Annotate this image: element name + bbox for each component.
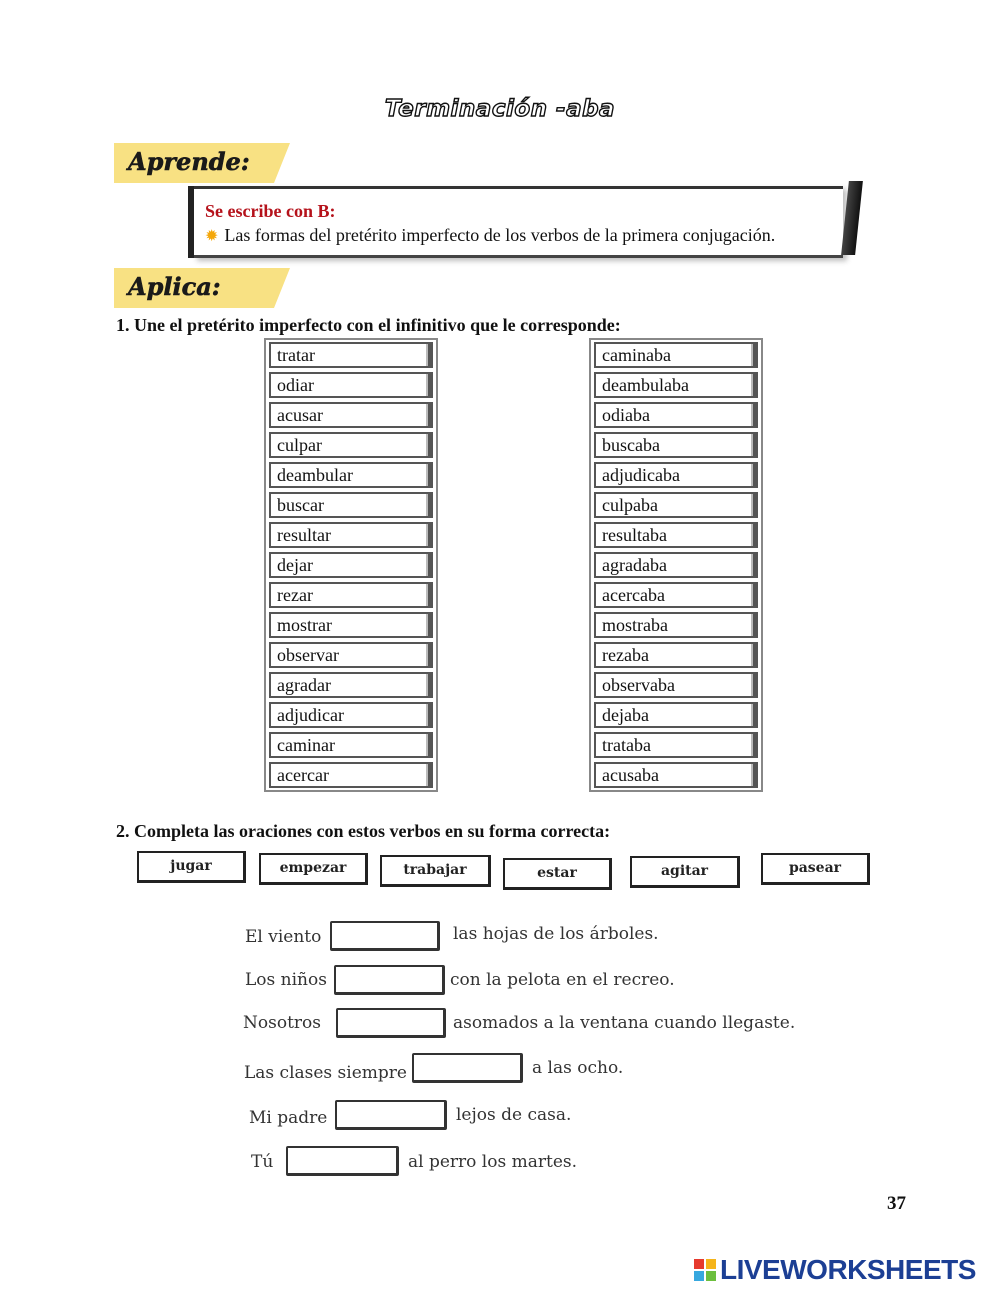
imperfect-box[interactable]: caminaba [594,342,758,368]
infinitive-box[interactable]: caminar [269,732,433,758]
sentence-start: Las clases siempre [244,1063,407,1083]
rule-text: Las formas del pretérito imperfecto de los verbos de la primera conjugación. [224,225,776,245]
logo-square-icon [694,1259,704,1269]
page-number: 37 [887,1193,906,1214]
infinitive-box[interactable]: resultar [269,522,433,548]
sentence-start: El viento [245,927,322,947]
infinitive-box[interactable]: rezar [269,582,433,608]
sun-icon: ✹ [205,228,219,245]
infinitive-box[interactable]: adjudicar [269,702,433,728]
infinitive-box[interactable]: buscar [269,492,433,518]
imperfect-box[interactable]: observaba [594,672,758,698]
imperfect-box[interactable]: culpaba [594,492,758,518]
verb-chip: agitar [630,856,740,888]
exercise2-instruction: 2. Completa las oraciones con estos verbos en su forma correcta: [116,821,611,841]
answer-input[interactable] [286,1146,399,1176]
infinitive-box[interactable]: acercar [269,762,433,788]
answer-input[interactable] [412,1053,523,1083]
exercise1-instruction: 1. Une el pretérito imperfecto con el infinitivo que le corresponde: [116,315,621,335]
sentence-start: Los niños [245,970,327,990]
verb-chip: trabajar [380,855,491,887]
answer-input[interactable] [335,1100,447,1130]
answer-input[interactable] [334,965,445,995]
brand-name: LIVEWORKSHEETS [720,1254,976,1285]
infinitive-box[interactable]: mostrar [269,612,433,638]
infinitive-box[interactable]: observar [269,642,433,668]
sentence-end: con la pelota en el recreo. [450,970,675,990]
learn-banner-label: Aprende: [128,147,250,176]
imperfect-box[interactable]: resultaba [594,522,758,548]
infinitive-column [264,338,438,792]
infinitive-box[interactable]: acusar [269,402,433,428]
answer-input[interactable] [330,921,440,951]
imperfect-box[interactable]: dejaba [594,702,758,728]
sentence-end: a las ocho. [532,1058,624,1078]
sentence-end: al perro los martes. [408,1152,578,1172]
imperfect-box[interactable]: buscaba [594,432,758,458]
sentence-end: asomados a la ventana cuando llegaste. [453,1013,796,1033]
infinitive-box[interactable]: culpar [269,432,433,458]
verb-chip: jugar [137,851,246,883]
verb-chip: empezar [259,853,368,885]
logo-square-icon [706,1259,716,1269]
rule-line [205,225,775,246]
verb-chip: estar [503,858,612,890]
sentence-start: Nosotros [243,1013,321,1033]
rule-heading: Se escribe con B: [205,201,336,221]
logo-square-icon [694,1271,704,1281]
apply-banner-label: Aplica: [128,272,221,301]
liveworksheets-logo [694,1255,976,1285]
page-title: Terminación -aba [384,96,616,122]
rule-box [193,186,843,258]
imperfect-box[interactable]: acercaba [594,582,758,608]
sentence-end: lejos de casa. [456,1105,572,1125]
imperfect-box[interactable]: acusaba [594,762,758,788]
imperfect-box[interactable]: odiaba [594,402,758,428]
infinitive-box[interactable]: agradar [269,672,433,698]
infinitive-box[interactable]: odiar [269,372,433,398]
imperfect-box[interactable]: adjudicaba [594,462,758,488]
imperfect-box[interactable]: agradaba [594,552,758,578]
logo-square-icon [706,1271,716,1281]
imperfect-box[interactable]: trataba [594,732,758,758]
learn-banner [114,143,274,183]
infinitive-box[interactable]: deambular [269,462,433,488]
imperfect-box[interactable]: mostraba [594,612,758,638]
sentence-start: Tú [251,1152,274,1172]
sentence-end: las hojas de los árboles. [453,924,659,944]
infinitive-box[interactable]: tratar [269,342,433,368]
verb-chip: pasear [761,853,870,885]
answer-input[interactable] [336,1008,446,1038]
logo-grid-icon [694,1259,716,1281]
imperfect-column [589,338,763,792]
imperfect-box[interactable]: rezaba [594,642,758,668]
sentence-start: Mi padre [249,1108,328,1128]
imperfect-box[interactable]: deambulaba [594,372,758,398]
apply-banner [114,268,274,308]
infinitive-box[interactable]: dejar [269,552,433,578]
